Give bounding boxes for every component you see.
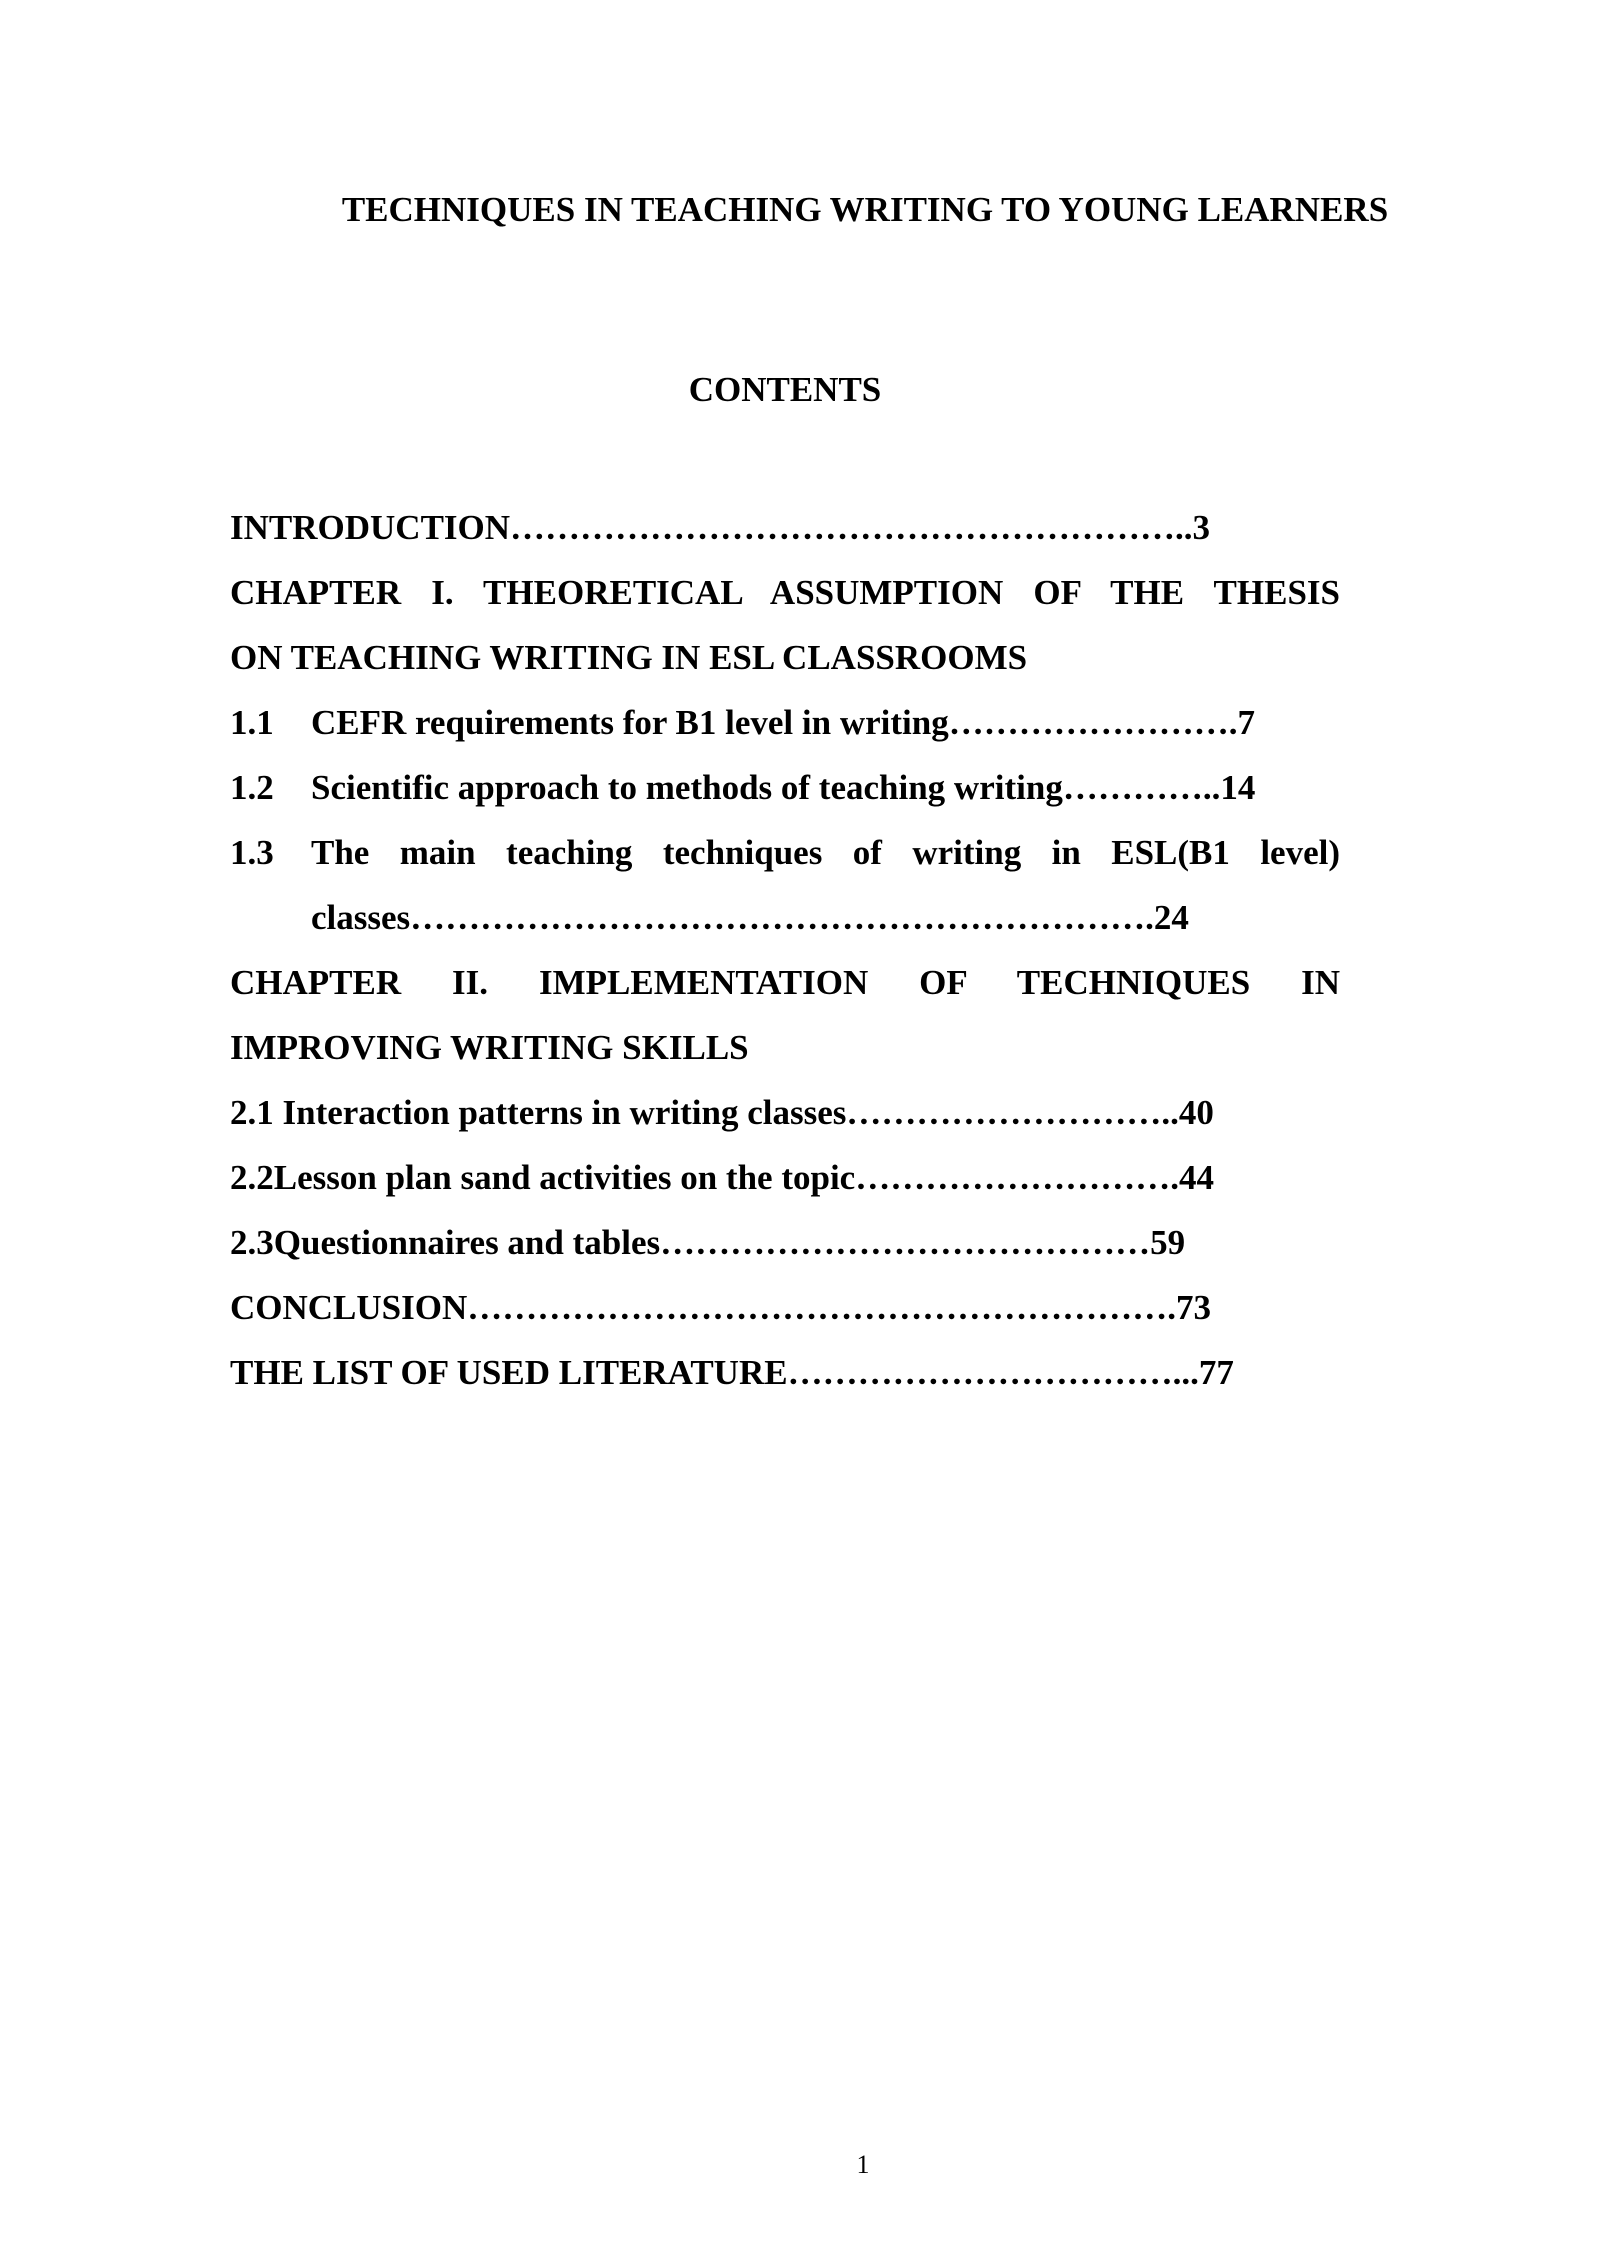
toc-entry-conclusion: CONCLUSION…………………………………………………….73 bbox=[230, 1288, 1212, 1327]
toc-entry-chapter-2-line-1: CHAPTER II. IMPLEMENTATION OF TECHNIQUES IN bbox=[230, 963, 1340, 1002]
toc-entry-2-1: 2.1 Interaction patterns in writing classes………………………..40 bbox=[230, 1093, 1214, 1132]
toc-entry-1-3-line-1 bbox=[230, 820, 1340, 885]
toc-entry-1-1 bbox=[230, 690, 1340, 755]
toc-entry-1-3-number: 1.3 bbox=[230, 833, 274, 872]
toc-entry-chapter-1-line-1: CHAPTER I. THEORETICAL ASSUMPTION OF THE THESIS bbox=[230, 573, 1340, 612]
contents-heading: CONTENTS bbox=[688, 370, 882, 409]
toc-entry-literature: THE LIST OF USED LITERATURE……………………………...77 bbox=[230, 1353, 1234, 1392]
toc-entry-1-3-line-2: classes……………………………………………………….24 bbox=[311, 898, 1189, 937]
document-title: TECHNIQUES IN TEACHING WRITING TO YOUNG LEARNERS bbox=[341, 190, 1389, 229]
toc-entry-1-2-number: 1.2 bbox=[230, 768, 274, 807]
table-of-contents bbox=[230, 495, 1340, 1405]
toc-entry-1-2 bbox=[230, 755, 1340, 820]
page-number: 1 bbox=[856, 2150, 870, 2179]
toc-entry-1-3-text: The main teaching techniques of writing in ESL(B1 level) bbox=[311, 833, 1340, 872]
toc-entry-chapter-1-line-2: ON TEACHING WRITING IN ESL CLASSROOMS bbox=[230, 638, 1028, 677]
toc-entry-1-2-text: Scientific approach to methods of teaching writing…………..14 bbox=[311, 768, 1256, 807]
toc-entry-2-3: 2.3Questionnaires and tables……………………………………59 bbox=[230, 1223, 1186, 1262]
toc-entry-1-1-text: CEFR requirements for B1 level in writing…………………….7 bbox=[311, 703, 1255, 742]
toc-entry-1-1-number: 1.1 bbox=[230, 703, 274, 742]
toc-entry-introduction: INTRODUCTION…………………………………………………..3 bbox=[230, 508, 1211, 547]
toc-entry-2-2: 2.2Lesson plan sand activities on the topic……………………….44 bbox=[230, 1158, 1214, 1197]
toc-entry-chapter-2-line-2: IMPROVING WRITING SKILLS bbox=[230, 1028, 749, 1067]
